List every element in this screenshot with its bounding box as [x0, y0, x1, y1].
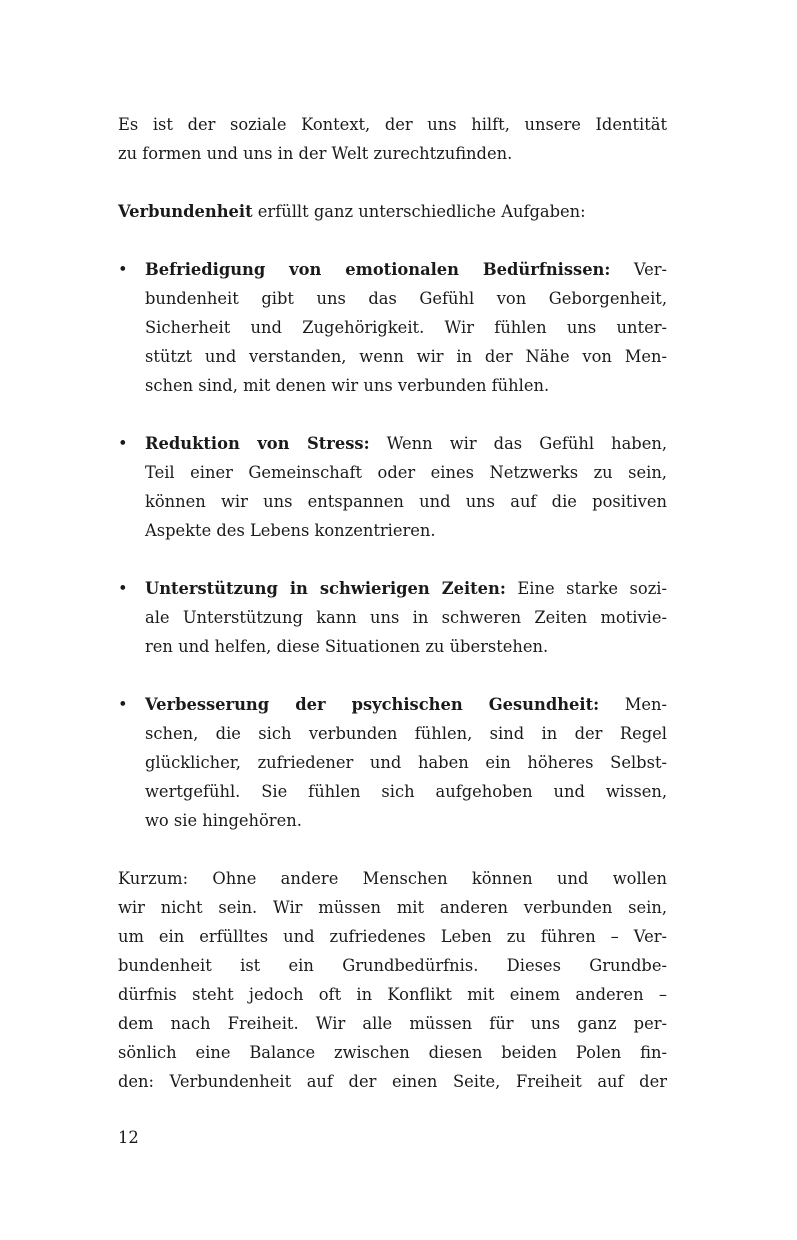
text-line	[145, 313, 667, 342]
paragraph	[118, 864, 667, 1096]
text-line	[145, 516, 667, 545]
line-text: Sicherheit und Zugehörigkeit. Wir fühlen uns unter-	[145, 318, 667, 337]
line-text: Teil einer Gemeinschaft oder eines Netzwerks zu sein,	[145, 463, 667, 482]
text-line	[145, 806, 667, 835]
bullet-item	[118, 690, 667, 835]
bold-term: Befriedigung von emotionalen Bedürfnissen:	[145, 260, 611, 279]
line-text: wertgefühl. Sie fühlen sich aufgehoben und wissen,	[145, 782, 667, 801]
text-line	[118, 893, 667, 922]
line-text: ren und helfen, diese Situationen zu überstehen.	[145, 637, 549, 656]
text-line	[145, 487, 667, 516]
line-text: dem nach Freiheit. Wir alle müssen für uns ganz per-	[118, 1014, 667, 1033]
line-text: können wir uns entspannen und uns auf die positiven	[145, 492, 667, 511]
line-text: glücklicher, zufriedener und haben ein höheres Selbst-	[145, 753, 667, 772]
body-text	[118, 110, 667, 1096]
line-text: wo sie hingehören.	[145, 811, 302, 830]
text-line	[118, 1038, 667, 1067]
line-text: Kurzum: Ohne andere Menschen können und wollen	[118, 869, 667, 888]
line-text: ale Unterstützung kann uns in schweren Zeiten motivie-	[145, 608, 667, 627]
text-line	[145, 690, 667, 719]
line-text: erfüllt ganz unterschiedliche Aufgaben:	[252, 202, 586, 221]
text-line	[145, 632, 667, 661]
line-text: bundenheit gibt uns das Gefühl von Geborgenheit,	[145, 289, 667, 308]
text-line	[145, 603, 667, 632]
text-line	[145, 719, 667, 748]
text-line	[118, 139, 667, 168]
paragraph	[118, 110, 667, 168]
text-line	[118, 922, 667, 951]
text-line	[118, 864, 667, 893]
line-text: Aspekte des Lebens konzentrieren.	[145, 521, 436, 540]
text-line	[145, 284, 667, 313]
text-line	[118, 110, 667, 139]
bullet-item	[118, 429, 667, 545]
bullet-icon: •	[118, 260, 128, 279]
text-line	[118, 980, 667, 1009]
text-line	[145, 371, 667, 400]
line-text: um ein erfülltes und zufriedenes Leben zu führen – Ver-	[118, 927, 667, 946]
text-line	[145, 458, 667, 487]
text-line	[145, 429, 667, 458]
line-text: stützt und verstanden, wenn wir in der Nähe von Men-	[145, 347, 667, 366]
bullet-icon: •	[118, 579, 128, 598]
line-text: Wenn wir das Gefühl haben,	[369, 434, 667, 453]
bullet-item	[118, 574, 667, 661]
line-text: den: Verbundenheit auf der einen Seite, Freiheit auf der	[118, 1072, 667, 1091]
page-number: 12	[118, 1128, 139, 1147]
line-text: Ver-	[610, 260, 668, 279]
text-line	[145, 748, 667, 777]
line-text: schen sind, mit denen wir uns verbunden fühlen.	[145, 376, 550, 395]
text-line	[145, 342, 667, 371]
bullet-icon: •	[118, 434, 128, 453]
line-text: Eine starke sozi-	[505, 579, 668, 598]
line-text: dürfnis steht jedoch oft in Konflikt mit einem anderen –	[118, 985, 667, 1004]
bullet-item	[118, 255, 667, 400]
bold-term: Unterstützung in schwierigen Zeiten:	[145, 579, 506, 598]
paragraph	[118, 197, 667, 226]
text-line	[118, 197, 667, 226]
line-text: zu formen und uns in der Welt zurechtzufinden.	[118, 144, 513, 163]
bold-term: Verbundenheit	[118, 202, 253, 221]
line-text: bundenheit ist ein Grundbedürfnis. Dieses Grundbe-	[118, 956, 667, 975]
line-text: wir nicht sein. Wir müssen mit anderen verbunden sein,	[118, 898, 667, 917]
text-line	[145, 574, 667, 603]
text-line	[118, 1067, 667, 1096]
line-text: schen, die sich verbunden fühlen, sind in der Regel	[145, 724, 667, 743]
bold-term: Reduktion von Stress:	[145, 434, 370, 453]
text-line	[145, 255, 667, 284]
bold-term: Verbesserung der psychischen Gesundheit:	[145, 695, 600, 714]
line-text: sönlich eine Balance zwischen diesen beiden Polen fin-	[118, 1043, 667, 1062]
line-text: Men-	[599, 695, 667, 714]
bullet-icon: •	[118, 695, 128, 714]
text-line	[118, 951, 667, 980]
text-line	[118, 1009, 667, 1038]
line-text: Es ist der soziale Kontext, der uns hilft, unsere Identität	[118, 115, 667, 134]
text-line	[145, 777, 667, 806]
